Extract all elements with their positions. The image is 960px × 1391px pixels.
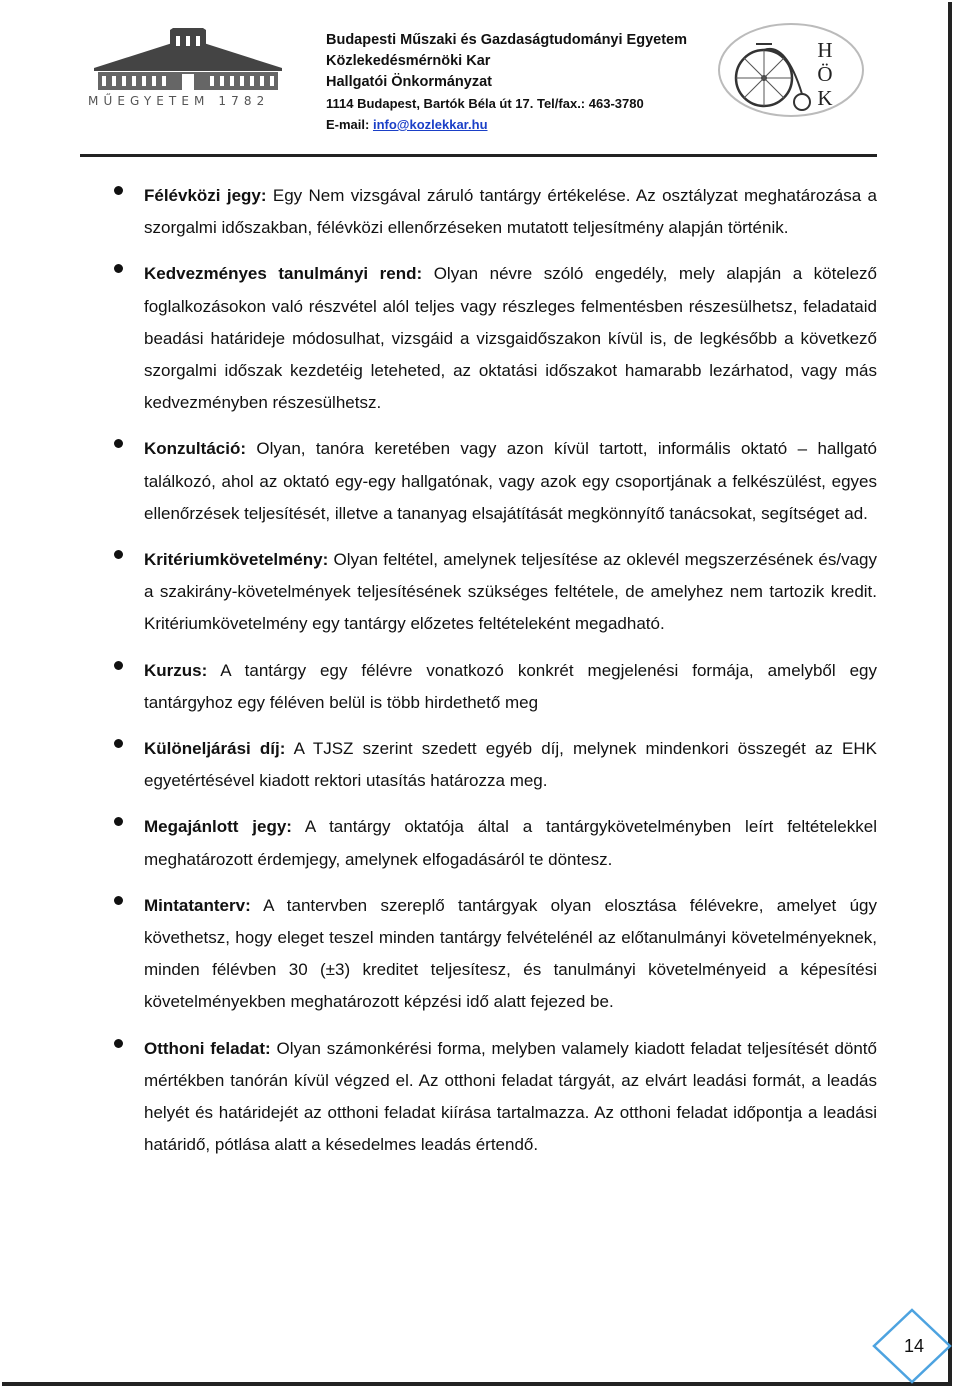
entry-term: Megajánlott jegy: bbox=[144, 817, 292, 837]
list-item bbox=[112, 258, 877, 419]
entry-term: Különeljárási díj: bbox=[144, 739, 286, 759]
list-item bbox=[112, 180, 877, 244]
hok-bicycle-logo bbox=[716, 20, 866, 120]
entry-text bbox=[144, 890, 877, 1019]
list-item bbox=[112, 890, 877, 1019]
list-item bbox=[112, 733, 877, 797]
email-link[interactable]: info@kozlekkar.hu bbox=[372, 117, 488, 132]
entry-definition: A TJSZ szerint szedett egyéb díj, melynek mindenkori összegét az EHK egyetértésével kiadott rektori utasítás határozza meg. bbox=[144, 739, 877, 791]
entry-definition: Olyan számonkérési forma, melyben valamely kiadott feladat teljesítését döntő mértékben tanórán kívül végzed el. Az otthoni feladat tárgyát, az elvárt leadási formát, a leadás helyét és határidejét az otthoni feladat kiírása tartalmazza. Az otthoni feladat időpontja a leadási határidő, pótlása alatt a késedelmes leadás értendő. bbox=[144, 1038, 877, 1155]
hok-letters bbox=[815, 38, 835, 110]
entry-term: Félévközi jegy: bbox=[144, 186, 267, 205]
entry-text bbox=[144, 811, 877, 875]
entry-term: Kedvezményes tanulmányi rend: bbox=[144, 264, 423, 284]
org-address: 1114 Budapest, Bartók Béla út 17. Tel/fax.: 463-3780 bbox=[326, 96, 644, 111]
entry-term: Mintatanterv: bbox=[144, 895, 251, 915]
entry-term: Kurzus: bbox=[144, 660, 208, 680]
letterhead bbox=[0, 0, 960, 160]
list-item bbox=[112, 433, 877, 530]
entry-definition: Egy Nem vizsgával záruló tantárgy értékelése. Az osztályzat meghatározása a szorgalmi időszakban, félévközi ellenőrzéseken mutatott teljesítmény alapján történik. bbox=[144, 186, 877, 238]
glossary-list bbox=[112, 180, 877, 1175]
entry-text bbox=[144, 733, 877, 797]
bullet-icon bbox=[114, 186, 123, 195]
entry-definition: Olyan, tanóra keretében vagy azon kívül tartott, informális oktató – hallgató találkozó, ahol az oktató egy-egy hallgatónak, vagy azok egy csoportjának a felkészülést, egyes ellenőrzések teljesítését, illetve a tananyag elsajátítását megkönnyítő tanácsokat, segítséget ad. bbox=[144, 439, 877, 523]
list-item bbox=[112, 811, 877, 875]
entry-definition: A tantárgy oktatója által a tantárgykövetelményben leírt feltételekkel meghatározott érdemjegy, amelynek elfogadásáról te döntesz. bbox=[144, 817, 877, 869]
entry-definition: Olyan névre szóló engedély, mely alapján a kötelező foglalkozásokon való részvétel alól teljes vagy részleges felmentésben részesülhetsz, feladataid beadási határideje módosulhat, vizsgáid a vizsgaidőszakon kívül is, de legkésőbb a következő szorgalmi időszak kezdetéig leteheted, az oktatási időszakot hamarabb lezárhatod, vagy más kedvezményben részesülhetsz. bbox=[144, 264, 877, 413]
entry-text bbox=[144, 433, 877, 530]
page-number: 14 bbox=[904, 1336, 925, 1356]
bullet-icon bbox=[114, 817, 123, 826]
entry-text bbox=[144, 655, 877, 719]
hok-letter-h: H bbox=[817, 38, 833, 62]
bullet-icon bbox=[114, 550, 123, 559]
entry-definition: A tantervben szereplő tantárgyak olyan elosztása félévekre, amelyet úgy követhetsz, hogy eleget teszel minden tantárgy felvételénél az előtanulmányi követelményeknek, minden félévben 30 (±3) kreditet teljesítesz, és tanulmányi követelményeid a képesítési követelményekben meghatározott képzési idő alatt fejezed be. bbox=[144, 895, 877, 1012]
bullet-icon bbox=[114, 739, 123, 748]
hok-letter-k: K bbox=[817, 86, 833, 110]
bullet-icon bbox=[114, 439, 123, 448]
org-university: Budapesti Műszaki és Gazdaságtudományi Egyetem bbox=[326, 32, 687, 48]
header-divider bbox=[80, 154, 877, 157]
entry-text bbox=[144, 180, 877, 244]
org-faculty: Közlekedésmérnöki Kar bbox=[326, 53, 491, 69]
bullet-icon bbox=[114, 896, 123, 905]
org-council: Hallgatói Önkormányzat bbox=[326, 74, 492, 90]
list-item bbox=[112, 1033, 877, 1162]
entry-term: Otthoni feladat: bbox=[144, 1038, 271, 1058]
org-email-line bbox=[326, 114, 706, 135]
entry-text bbox=[144, 544, 877, 641]
university-caption: MŰEGYETEM 1782 bbox=[88, 94, 270, 108]
email-label: E-mail: bbox=[326, 117, 370, 132]
list-item bbox=[112, 544, 877, 641]
entry-term: Konzultáció: bbox=[144, 439, 246, 459]
list-item bbox=[112, 655, 877, 719]
entry-definition: Olyan feltétel, amelynek teljesítése az oklevél megszerzésének és/vagy a szakirány-követelmények teljesítésének szükséges feltétele, de amelyhez nem tartozik kredit. Kritériumkövetelmény egy tantárgy előzetes feltételeként megadható. bbox=[144, 550, 877, 634]
hok-letter-o: Ö bbox=[817, 62, 833, 86]
entry-text bbox=[144, 258, 877, 419]
entry-definition: A tantárgy egy félévre vonatkozó konkrét megjelenési formája, amelyből egy tantárgyhoz egy féléven belül is több hirdethető meg bbox=[144, 660, 877, 712]
bullet-icon bbox=[114, 1039, 123, 1048]
entry-term: Kritériumkövetelmény: bbox=[144, 550, 329, 570]
bullet-icon bbox=[114, 264, 123, 273]
entry-text bbox=[144, 1033, 877, 1162]
bullet-icon bbox=[114, 661, 123, 670]
organization-info bbox=[326, 30, 706, 135]
